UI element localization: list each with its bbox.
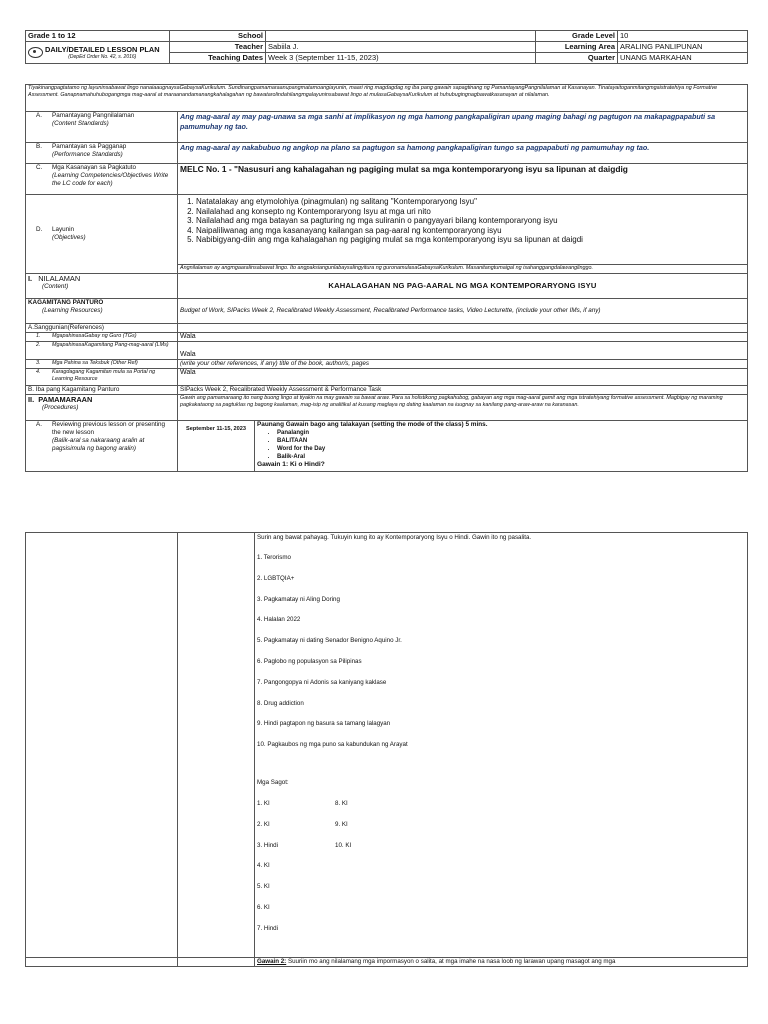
content-standards-label: A. Pamantayang Pangnilalaman (Content Standards) — [26, 112, 178, 143]
answer-item: 1. KI — [257, 799, 270, 807]
review-lesson-label: A. Reviewing previous lesson or presenting the new lesson (Balik-aral sa nakaraang aralin at pagsisimula ng bagong aralin) — [26, 421, 178, 472]
teacher-guide-value: Wala — [178, 333, 748, 342]
portal-resources-label: 4. Karagdagang Kagamitan mula sa Portal ng Learning Resource — [26, 369, 178, 386]
activity-item: • BALITAAN — [277, 437, 745, 445]
activity-item: • Panalangin — [277, 429, 745, 437]
portal-resources-value: Wala — [178, 369, 748, 386]
lesson-plan-table — [25, 84, 748, 472]
activity-2-label-cell — [26, 958, 178, 967]
learning-resources-label: KAGAMITANG PANTURO (Learning Resources) — [26, 299, 178, 324]
lesson-plan-continuation-table — [25, 532, 748, 967]
answer-item: 3. Hindi — [257, 841, 278, 849]
learning-competencies-label: C. Mga Kasanayan sa Pagkatuto (Learning Competencies/Objectives Write the LC code for each) — [26, 164, 178, 195]
lesson-plan-header — [25, 30, 748, 64]
objective-item: 1. Natatalakay ang etymolohiya (pinagmulan) ng salitang "Kontemporaryong Isyu" — [196, 197, 745, 207]
grade-level-label: Grade Level — [536, 31, 618, 42]
teacher-label: Teacher — [170, 42, 266, 53]
activity-item: • Balik-Aral — [277, 453, 745, 461]
plan-title: DAILY/DETAILED LESSON PLAN — [45, 44, 160, 54]
activity-1-instructions: Surin ang bawat pahayag. Tukuyin kung ito ay Kontemporaryong Isyu o Hindi. Gawin ito ng pasalita. — [257, 534, 532, 541]
content-standards-value: Ang mag-aaral ay may pag-unawa sa mga sanhi at implikasyon ng mga hamong pangkapaligiran upang maging bahagi ng pagtugon na makapagpapabuti sa pamumuhay ng tao. — [178, 112, 748, 143]
continuation-label-cell — [26, 533, 178, 958]
answer-item: 2. KI — [257, 820, 270, 828]
learning-area-value: ARALING PANLIPUNAN — [618, 42, 748, 53]
teacher-value: Sabiila J. — [266, 42, 536, 53]
references-value — [178, 324, 748, 333]
objectives-cell — [178, 195, 748, 265]
teacher-guide-label: 1. MgapahinasaGabay ng Guro (TGs) — [26, 333, 178, 342]
school-value — [266, 31, 536, 42]
teaching-dates-value: Week 3 (September 11-15, 2023) — [266, 53, 536, 64]
statement-item: 2. LGBTQIA+ — [257, 574, 295, 582]
school-label: School — [170, 31, 266, 42]
objective-item: 3. Nailalahad ang mga batayan sa pagturing ng mga suliranin o pangyayari bilang kontemporaryong isyu — [196, 216, 745, 226]
objective-item: 5. Nabibigyang-diin ang mga kahalagahan ng pagiging mulat sa mga kontemporaryong isyu sa lipunan at daigdi — [196, 235, 745, 245]
answer-item: 7. Hindi — [257, 924, 278, 932]
procedures-note: Gawin ang pamamaraang ito nang buong lingo at tiyakin na may gawain sa bawat araw. Para sa holistikong pagkahubog, gabayan ang mga mag-aaral gamit ang mga istratehiyang formative assessment. Magbigay ng maraming pagkakataong sa pagtuklas ng bagong kaalaman, mag-isip ng analitikal at kusang maglaya ng dating kaalaman na iuugnay sa kanilang pang-araw-araw na karanasan. — [178, 395, 748, 421]
learner-materials-label: 2. MgapahinasaKagamitang Pang-mag-aaral (LMs) — [26, 342, 178, 360]
learning-area-label: Learning Area — [536, 42, 618, 53]
content-label: I. NILALAMAN (Content) — [26, 274, 178, 299]
other-materials-label: B. Iba pang Kagamitang Panturo — [26, 386, 178, 395]
procedures-label: II. PAMAMARAAN (Procedures) — [26, 395, 178, 421]
quarter-label: Quarter — [536, 53, 618, 64]
plan-title-cell — [26, 42, 170, 64]
statement-item: 8. Drug addiction — [257, 699, 304, 707]
objective-item: 4. Naipaliliwanag ang mga kasanayang kailangan sa pag-aaral ng kontemporaryong isyu — [196, 226, 745, 236]
statement-item: 1. Terorismo — [257, 554, 291, 561]
answer-item — [335, 904, 415, 912]
learner-materials-value: Wala — [178, 342, 748, 360]
answer-item: 5. KI — [257, 883, 270, 891]
review-lesson-date: September 11-15, 2023 — [178, 421, 255, 472]
statement-item: 5. Pagkamatay ni dating Senador Benigno Aquino Jr. — [257, 637, 402, 645]
activity-1-title: Gawain 1: Ki o Hindi? — [257, 461, 325, 468]
objectives-list — [180, 197, 745, 245]
deped-seal-icon — [28, 47, 43, 58]
objective-item: 2. Nailalahad ang konsepto ng Kontemporaryong Isyu at mga uri nito — [196, 207, 745, 217]
activity-item: • Word for the Day — [277, 445, 745, 453]
answers-grid — [257, 800, 745, 933]
performance-standards-value: Ang mag-aaral ay nakabubuo ng angkop na plano sa pagtugon sa hamong pangkapaligiran tungo sa pagpapabuti ng pamumuhay ng tao. — [178, 143, 748, 164]
quarter-value: UNANG MARKAHAN — [618, 53, 748, 64]
answer-item: 10. KI — [335, 841, 352, 849]
statement-item: 9. Hindi pagtapon ng basura sa tamang lalagyan — [257, 720, 391, 728]
textbook-pages-label: 3. Mga Pahina sa Teksbuk (Other Ref) — [26, 360, 178, 369]
preliminary-activities-title: Paunang Gawain bago ang talakayan (setting the mode of the class) 5 mins. — [257, 421, 488, 428]
answer-item: 6. KI — [257, 903, 270, 911]
preliminary-activities-list — [257, 429, 745, 461]
activity-2-instructions: Suuriin mo ang nilalamang mga impormasyon o salita, at mga imahe na nasa loob ng larawan upang masagot ang mga — [287, 958, 616, 965]
answer-item: 4. KI — [257, 862, 270, 870]
statement-item: 3. Pagkamatay ni Aling Doring — [257, 595, 340, 603]
answer-item: 9. KI — [335, 820, 348, 828]
deped-order: (DepEd Order No. 42, s. 2016) — [68, 53, 137, 60]
performance-standards-label: B. Pamantayan sa Pagganap (Performance Standards) — [26, 143, 178, 164]
answers-label: Mga Sagot: — [257, 779, 289, 787]
answer-item: 8. KI — [335, 799, 348, 807]
activity-2-title: Gawain 2: — [257, 958, 287, 965]
textbook-pages-value: (write your other references, if any) title of the book, author/s, pages — [178, 360, 748, 369]
intro-note: Tiyakinangpagtatamo ng layuninsabawat lingo nanaiaaugnaysaGabaysaKurikulum. Sundinangpamamaraanupangmatamoangiayunin, maari ring magdagdag ng iba pang gawain sapagtinang ng PamantayangPangnilalaman at Kasanayan. Tinatayaitoganmitangmgaistratehiya ng Formative Assessment. Ganapnamahuhubogangmga mag-aaral at maraanandamanangkahalagahan ng bawatarolindahilangmgalayuninsabawat lingo at mulasaGabaysaKurikulum at huhubugingnagbawatkasanayan at nilalaman. — [26, 85, 748, 112]
statement-item: 6. Paglobo ng populasyon sa Pilipinas — [257, 657, 362, 665]
activity-1-content — [255, 533, 748, 958]
content-title: KAHALAGAHAN NG PAG-AARAL NG MGA KONTEMPORARYONG ISYU — [178, 274, 748, 299]
answer-item — [335, 862, 415, 870]
activity-2-content — [255, 958, 748, 967]
statement-item: 7. Pangongopya ni Adonis sa kaniyang kaklase — [257, 678, 387, 686]
objectives-label: D. Layunin (Objectives) — [26, 195, 178, 274]
grade-level-value: 10 — [618, 31, 748, 42]
statement-item: 10. Pagkaubos ng mga puno sa kabundukan ng Arayat — [257, 741, 408, 749]
answer-item — [335, 925, 415, 933]
grade-range: Grade 1 to 12 — [26, 31, 170, 42]
melc-value: MELC No. 1 - "Nasusuri ang kahalagahan ng pagiging mulat sa mga kontemporaryong isyu sa lipunan at daigdig — [178, 164, 748, 195]
review-lesson-activities — [255, 421, 748, 472]
answer-item — [335, 883, 415, 891]
other-materials-value: SIPacks Week 2, Recalibrated Weekly Assessment & Performance Task — [178, 386, 748, 395]
objectives-note: Angnilalaman ay angmgaaralinsabawat lingo. Ito angpaksiangunlabaysalingyitura ng guronamulasaGabaysaKurikulum. Masanitangtumaigal ng isahanggangdalawanglinggo. — [178, 264, 748, 273]
continuation-date-cell — [178, 533, 255, 958]
references-label: A.Sanggunian(References) — [26, 324, 178, 333]
teaching-dates-label: Teaching Dates — [170, 53, 266, 64]
activity-2-date-cell — [178, 958, 255, 967]
statement-item: 4. Halalan 2022 — [257, 616, 301, 624]
learning-resources-value: Budget of Work, SIPacks Week 2, Recalibrated Weekly Assessment, Recalibrated Performance tasks, Video Lecturette, (include your other IMs, if any) — [178, 299, 748, 324]
